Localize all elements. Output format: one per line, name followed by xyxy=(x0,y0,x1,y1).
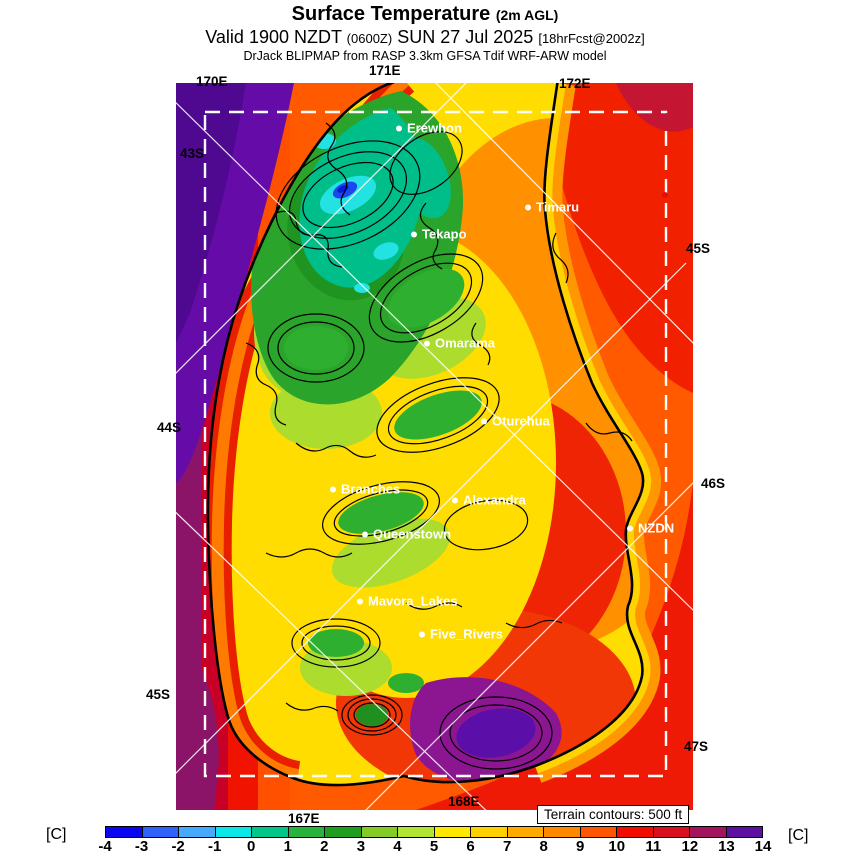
colorbar-tick: 9 xyxy=(576,838,585,855)
station-label: Erewhon xyxy=(407,120,462,136)
colorbar-tick: 1 xyxy=(283,838,292,855)
station-queenstown[interactable] xyxy=(362,527,451,542)
valid-date: SUN 27 Jul 2025 xyxy=(397,27,534,47)
crimson-spot xyxy=(661,113,673,125)
station-nzdn[interactable] xyxy=(627,521,674,536)
grid-label-lon-168e: 168E xyxy=(448,794,480,809)
valid-time-line xyxy=(0,27,850,48)
grid-label-lat-45s-right: 45S xyxy=(686,241,711,256)
temperature-map[interactable] xyxy=(176,83,693,810)
colorbar-tick: 3 xyxy=(356,838,366,855)
page-title xyxy=(0,3,850,26)
station-label: Omarama xyxy=(435,335,495,351)
colorbar-segment xyxy=(653,827,690,837)
station-label: Mavora_Lakes xyxy=(368,593,458,609)
grid-label-lon-167e: 167E xyxy=(288,811,320,826)
station-dot xyxy=(452,497,458,503)
station-oturehua[interactable] xyxy=(481,414,550,429)
grid-label-lat-44s: 44S xyxy=(157,420,182,435)
colorbar-tick: 10 xyxy=(608,838,626,855)
station-label: Queenstown xyxy=(373,526,452,542)
valid-prefix: Valid 1900 NZDT xyxy=(205,27,342,47)
station-label: Tekapo xyxy=(422,226,467,242)
station-label: Five_Rivers xyxy=(430,626,503,642)
title-note: (2m AGL) xyxy=(495,7,559,23)
colorbar-tick: 2 xyxy=(320,838,329,855)
station-five_rivers[interactable] xyxy=(419,627,503,642)
station-label: Timaru xyxy=(536,199,580,215)
title-text: Surface Temperature xyxy=(291,3,491,25)
colorbar-segment xyxy=(397,827,434,837)
station-dot xyxy=(411,231,417,237)
colorbar-segment xyxy=(616,827,653,837)
colorbar-segment xyxy=(434,827,471,837)
colorbar-segment xyxy=(106,827,142,837)
grid-label-lat-47s: 47S xyxy=(684,739,709,754)
colorbar-segment xyxy=(507,827,544,837)
colorbar-segment xyxy=(215,827,252,837)
station-label: NZDN xyxy=(638,520,675,536)
grid-label-lon-171e: 171E xyxy=(369,63,401,78)
colorbar-unit-left: [C] xyxy=(46,826,67,843)
station-dot xyxy=(396,125,402,131)
station-tekapo[interactable] xyxy=(411,227,467,242)
colorbar-tick: -4 xyxy=(98,838,112,855)
red-spot xyxy=(662,192,668,198)
colorbar-segment xyxy=(689,827,726,837)
station-dot xyxy=(357,598,363,604)
station-dot xyxy=(481,418,487,424)
grid-label-lat-45s-left: 45S xyxy=(146,687,171,702)
colorbar-segment xyxy=(543,827,580,837)
colorbar-tick: 11 xyxy=(645,838,662,855)
colorbar-segment xyxy=(288,827,325,837)
model-line: DrJack BLIPMAP from RASP 3.3km GFSA Tdif WRF-ARW model xyxy=(243,49,607,63)
colorbar-tick: 14 xyxy=(754,838,772,855)
colorbar-tick: 13 xyxy=(718,838,735,855)
colorbar-tick: 6 xyxy=(466,838,475,855)
terrain-contours-note: Terrain contours: 500 ft xyxy=(537,805,689,824)
grid-label-lon-170e: 170E xyxy=(196,74,228,89)
colorbar-tick: 7 xyxy=(502,838,512,855)
colorbar-segment xyxy=(324,827,361,837)
station-mavora_lakes[interactable] xyxy=(357,594,458,609)
colorbar-tick: 12 xyxy=(681,838,699,855)
station-dot xyxy=(525,204,531,210)
colorbar-tick: 0 xyxy=(247,838,256,855)
station-dot xyxy=(330,486,336,492)
colorbar-segment xyxy=(726,827,763,837)
colorbar-ticks xyxy=(98,838,772,856)
map-art xyxy=(176,83,693,810)
colorbar-segment xyxy=(580,827,617,837)
station-branches[interactable] xyxy=(330,482,400,497)
station-dot xyxy=(419,631,425,637)
colorbar-tick: -2 xyxy=(171,838,185,855)
colorbar xyxy=(105,826,763,838)
colorbar-tick: -1 xyxy=(207,838,222,855)
colorbar-unit-right: [C] xyxy=(788,827,809,844)
colorbar-segment xyxy=(251,827,288,837)
station-timaru[interactable] xyxy=(525,200,579,215)
station-erewhon[interactable] xyxy=(396,121,462,136)
colorbar-segment xyxy=(178,827,215,837)
station-label: Oturehua xyxy=(492,413,550,429)
colorbar-tick: -3 xyxy=(134,838,149,855)
colorbar-tick: 8 xyxy=(539,838,548,855)
colorbar-tick: 5 xyxy=(429,838,439,855)
valid-zulu: (0600Z) xyxy=(346,31,393,46)
valid-fcst: [18hrFcst@2002z] xyxy=(538,31,645,46)
station-label: Alexandra xyxy=(463,492,526,508)
station-dot xyxy=(424,340,430,346)
grid-label-lon-172e: 172E xyxy=(559,76,591,91)
station-dot xyxy=(627,525,633,531)
station-label: Branches xyxy=(341,481,401,497)
station-dot xyxy=(362,531,368,537)
colorbar-tick: 4 xyxy=(393,838,402,855)
colorbar-segment xyxy=(361,827,398,837)
grid-label-lat-46s: 46S xyxy=(701,476,726,491)
station-alexandra[interactable] xyxy=(452,493,526,508)
colorbar-segment xyxy=(470,827,507,837)
colorbar-segment xyxy=(142,827,179,837)
station-omarama[interactable] xyxy=(424,336,495,351)
grid-label-lat-43s: 43S xyxy=(180,146,205,161)
